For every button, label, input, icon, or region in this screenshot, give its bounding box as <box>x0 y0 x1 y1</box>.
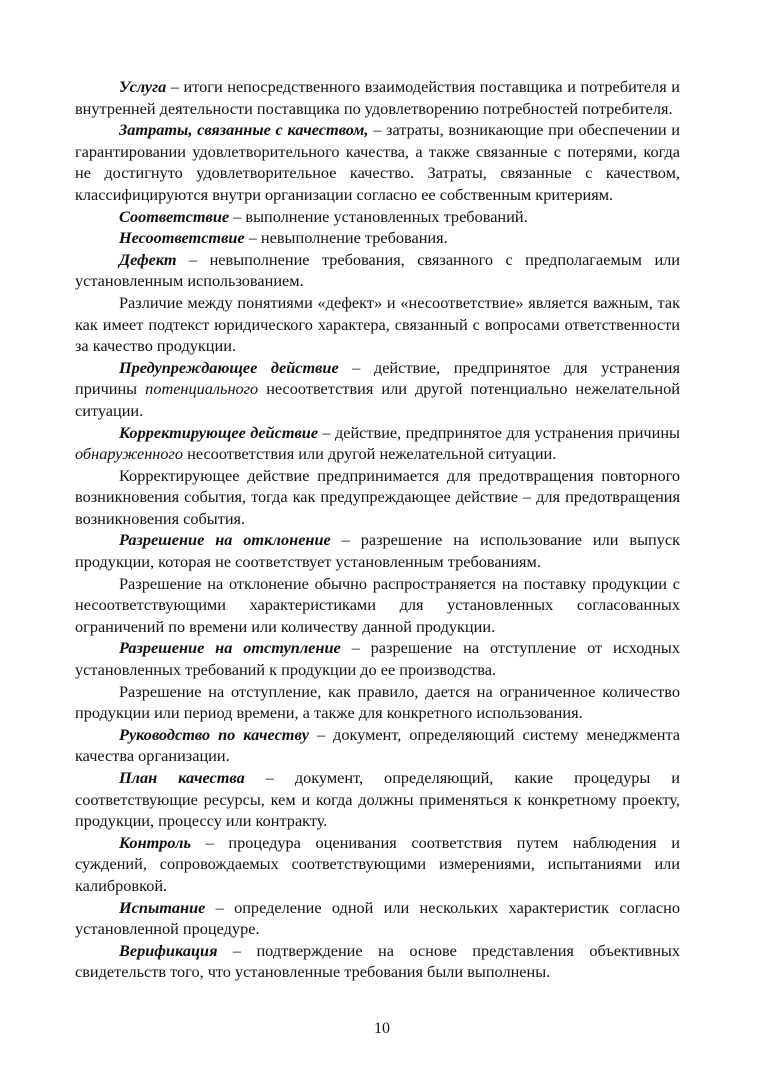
emphasized-text: потенциального <box>145 379 259 399</box>
term-definition-heading: Несоответствие <box>119 228 245 248</box>
term-definition-heading: Дефект <box>119 249 177 269</box>
paragraph-text: несоответствия или другой нежелательной ситуации. <box>183 444 557 464</box>
paragraph-text: – выполнение установленных требований. <box>229 206 528 226</box>
paragraph-text: несоответствия или другой потенциально нежелательной ситуации. <box>75 379 680 420</box>
term-definition-heading: Руководство по качеству <box>119 724 309 744</box>
emphasized-text: обнаруженного <box>75 444 184 464</box>
paragraph <box>75 724 680 767</box>
paragraph <box>75 227 680 249</box>
paragraph <box>75 119 680 205</box>
term-definition-heading: План качества <box>119 768 245 787</box>
term-definition-heading: Разрешение на отступление <box>119 638 341 658</box>
term-definition-heading: Разрешение на отклонение <box>119 530 331 550</box>
paragraph <box>75 292 680 357</box>
paragraph <box>75 637 680 680</box>
term-definition-heading: Соответствие <box>119 206 230 226</box>
paragraph-text: Различие между понятиями «дефект» и «несоответствие» является важным, так как имеет подтекст юридического характера, связанный с вопросами ответственности за качество продукции. <box>75 292 680 356</box>
paragraph-text: – документ, определяющий систему менеджмента качества организации. <box>75 724 680 766</box>
paragraph <box>75 897 680 940</box>
paragraph-text: – определение одной или нескольких характеристик согласно установленной процедуре. <box>75 897 680 939</box>
paragraph-text: – невыполнение требования. <box>244 228 448 248</box>
term-definition-heading: Верификация <box>119 940 218 960</box>
paragraph <box>75 940 680 983</box>
paragraph <box>75 529 680 572</box>
body-text <box>75 76 680 983</box>
paragraph-text: – действие, предпринятое для устранения причины <box>318 422 680 442</box>
paragraph <box>75 767 680 832</box>
paragraph-text: – невыполнение требования, связанного с предполагаемым или установленным использованием. <box>75 249 680 291</box>
paragraph-text: – разрешение на использование или выпуск продукции, которая не соответствует установленным требованиям. <box>75 530 680 572</box>
term-definition-heading: Испытание <box>119 897 206 917</box>
paragraph <box>75 249 680 292</box>
paragraph <box>75 681 680 724</box>
paragraph-text: – затраты, возникающие при обеспечении и гарантировании удовлетворительного качества, а также связанные с потерями, когда не достигнуто удовлетворительное качество. Затраты, связанные с качеством, классифицируются внутри организации согласно ее собственным критериям. <box>75 120 680 204</box>
paragraph <box>75 465 680 530</box>
paragraph-text: – действие, предпринятое для устранения причины <box>75 357 680 399</box>
paragraph-text: – подтверждение на основе представления объективных свидетельств того, что установленные требования были выполнены. <box>75 940 680 982</box>
paragraph <box>75 76 680 119</box>
term-definition-heading: Контроль <box>119 832 191 852</box>
paragraph-text: – разрешение на отступление от исходных установленных требований к продукции до ее производства. <box>75 638 680 680</box>
paragraph-text: Корректирующее действие предпринимается для предотвращения повторного возникновения события, тогда как предупреждающее действие – для предотвращения возникновения события. <box>75 465 680 528</box>
paragraph <box>75 422 680 465</box>
paragraph-text: – документ, определяющий, какие процедуры и соответствующие ресурсы, кем и когда должны применяться к конкретному проекту, продукции, процессу или контракту. <box>75 768 681 831</box>
paragraph-text: – процедура оценивания соответствия путем наблюдения и суждений, сопровождаемых соответствующими измерениями, испытаниями или калибровкой. <box>75 832 680 895</box>
page-number: 10 <box>374 1020 390 1037</box>
paragraph <box>75 832 680 897</box>
paragraph <box>75 357 680 422</box>
term-definition-heading: Затраты, связанные с качеством, <box>119 120 369 140</box>
term-definition-heading: Предупреждающее действие <box>119 357 339 377</box>
paragraph-text: – итоги непосредственного взаимодействия поставщика и потребителя и внутренней деятельности поставщика по удовлетворению потребностей потребителя. <box>75 77 680 118</box>
term-definition-heading: Услуга <box>119 77 167 96</box>
paragraph <box>75 206 680 228</box>
paragraph-text: Разрешение на отступление, как правило, дается на ограниченное количество продукции или период времени, а также для конкретного использования. <box>75 681 680 723</box>
paragraph-text: Разрешение на отклонение обычно распространяется на поставку продукции с несоответствующими характеристиками для установленных согласованных ограничений по времени или количеству данной продукции. <box>75 573 680 636</box>
term-definition-heading: Корректирующее действие <box>119 422 319 442</box>
paragraph <box>75 573 680 638</box>
